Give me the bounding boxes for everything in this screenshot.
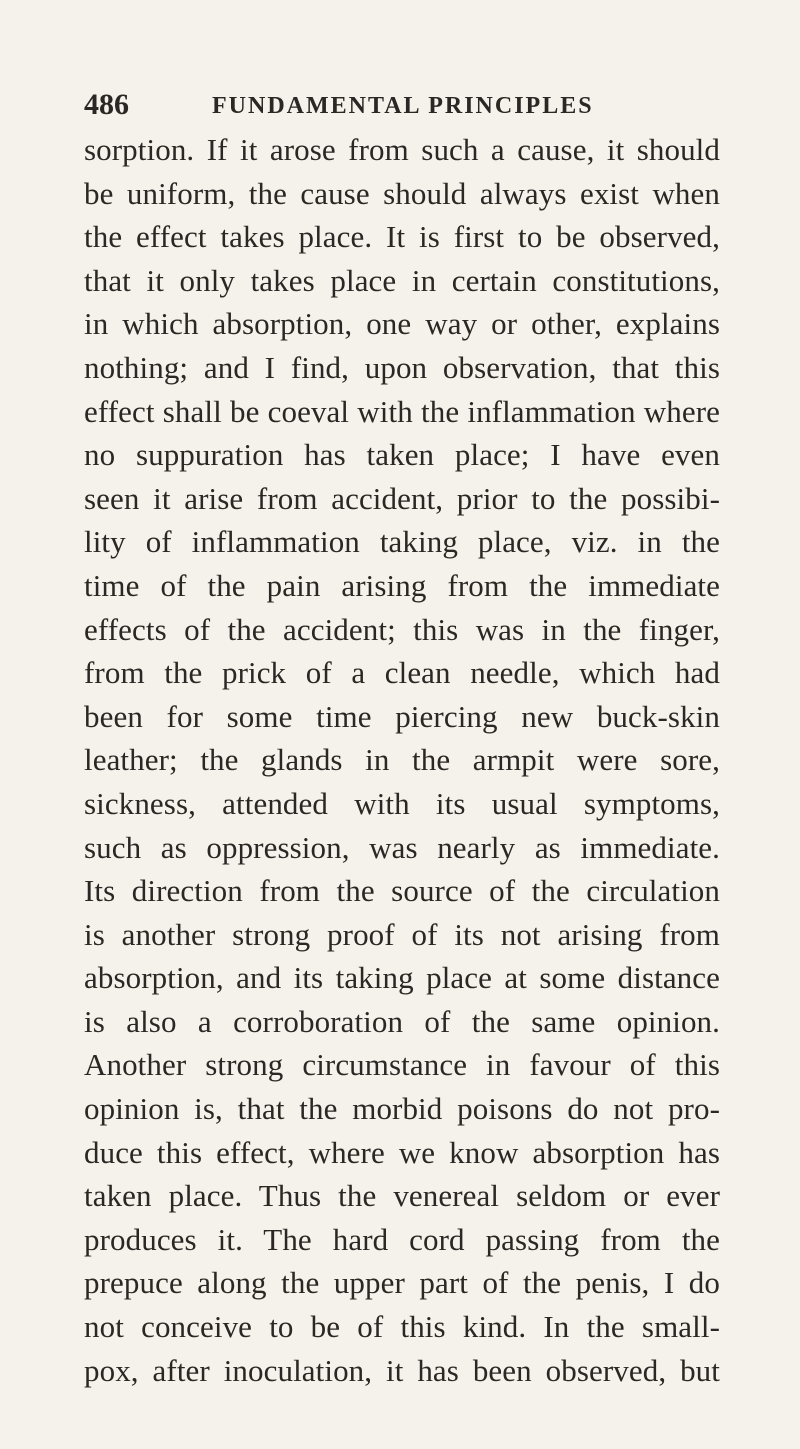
text-line: not conceive to be of this kind. In the small- [84,1309,720,1345]
text-line: opinion is, that the morbid poisons do not pro- [84,1091,720,1127]
text-line: been for some time piercing new buck-skin [84,698,720,734]
body-text [84,128,720,1392]
text-line: leather; the glands in the armpit were sore, [84,742,720,778]
text-line: such as oppression, was nearly as immediate. [84,829,720,865]
text-line: absorption, and its taking place at some distance [84,960,720,996]
text-line: lity of inflammation taking place, viz. in the [84,524,720,560]
text-line: be uniform, the cause should always exist when [84,175,720,211]
text-line: prepuce along the upper part of the penis, I do [84,1265,720,1301]
text-line: seen it arise from accident, prior to the possibi- [84,480,720,516]
text-line: that it only takes place in certain constitutions, [84,262,720,298]
text-line: the effect takes place. It is first to be observed, [84,219,720,255]
text-line: in which absorption, one way or other, explains [84,306,720,342]
text-line: is also a corroboration of the same opinion. [84,1003,720,1039]
text-line: pox, after inoculation, it has been observed, but [84,1352,720,1388]
text-line: nothing; and I find, upon observation, that this [84,349,720,385]
text-line: effect shall be coeval with the inflammation where [84,393,720,429]
text-line: sorption. If it arose from such a cause, it should [84,132,720,167]
page-number: 486 [84,88,129,121]
text-line: duce this effect, where we know absorption has [84,1134,720,1170]
text-line: effects of the accident; this was in the finger, [84,611,720,647]
text-line: is another strong proof of its not arising from [84,916,720,952]
text-line: Another strong circumstance in favour of this [84,1047,720,1083]
page-header [84,88,714,122]
text-line: produces it. The hard cord passing from the [84,1221,720,1257]
text-line: taken place. Thus the venereal seldom or ever [84,1178,720,1214]
text-line: from the prick of a clean needle, which had [84,655,720,691]
text-line: time of the pain arising from the immediate [84,567,720,603]
running-head: FUNDAMENTAL PRINCIPLES [212,93,594,119]
text-line: no suppuration has taken place; I have even [84,437,720,473]
text-line: Its direction from the source of the circulation [84,873,720,909]
text-line: sickness, attended with its usual symptoms, [84,785,720,821]
